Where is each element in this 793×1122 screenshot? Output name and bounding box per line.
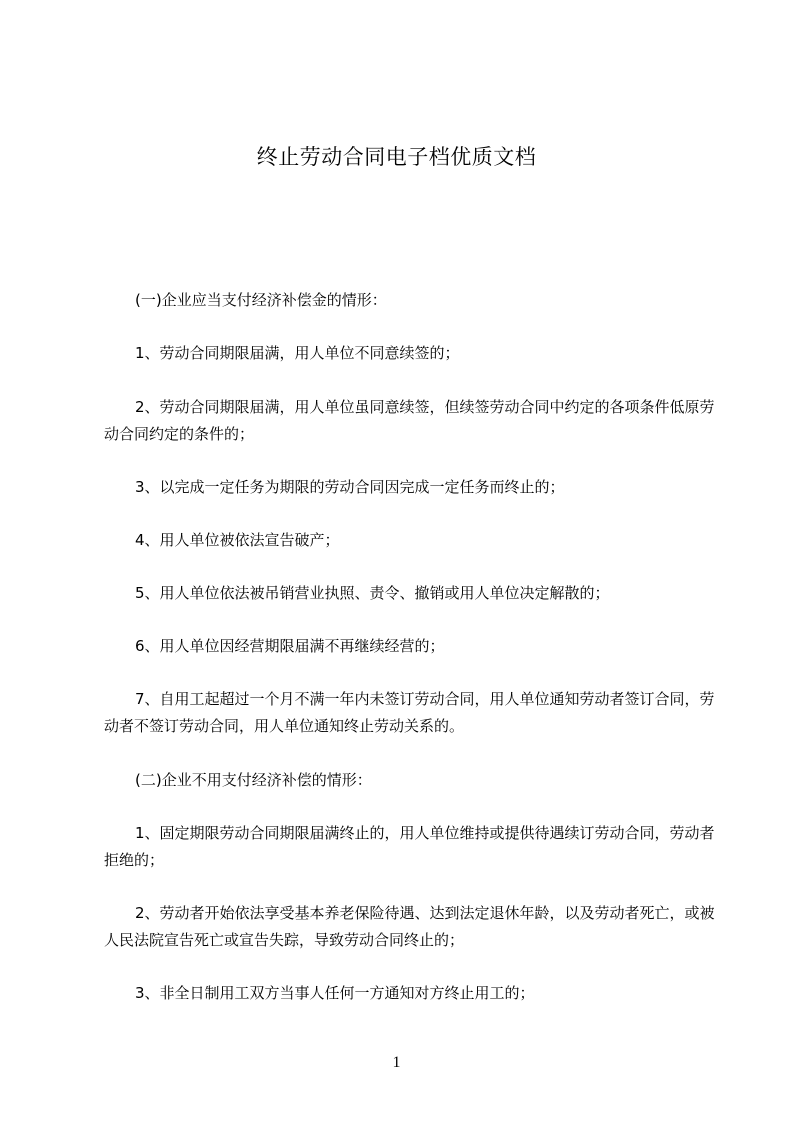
section-heading-1: (一)企业应当支付经济补偿金的情形：: [135, 291, 387, 309]
section-heading-2: (二)企业不用支付经济补偿的情形：: [135, 771, 372, 789]
page-number: 1: [392, 1054, 401, 1071]
paragraph: 2、劳动者开始依法享受基本养老保险待遇、达到法定退休年龄，以及劳动者死亡，或被人民法院宣告死亡或宣告失踪，导致劳动合同终止的；: [104, 904, 715, 949]
paragraph: 5、用人单位依法被吊销营业执照、责令、撤销或用人单位决定解散的；: [135, 584, 610, 602]
paragraph: 2、劳动合同期限届满，用人单位虽同意续签，但续签劳动合同中约定的各项条件低原劳动合同约定的条件的；: [104, 398, 715, 443]
document-title: 终止劳动合同电子档优质文档: [256, 145, 537, 169]
paragraph: 1、固定期限劳动合同期限届满终止的，用人单位维持或提供待遇续订劳动合同，劳动者拒绝的；: [104, 824, 715, 869]
paragraph: 4、用人单位被依法宣告破产；: [135, 531, 340, 549]
paragraph: 7、自用工起超过一个月不满一年内未签订劳动合同，用人单位通知劳动者签订合同，劳动者不签订劳动合同，用人单位通知终止劳动关系的。: [104, 690, 715, 735]
paragraph: 3、非全日制用工双方当事人任何一方通知对方终止用工的；: [135, 984, 535, 1002]
paragraph: 6、用人单位因经营期限届满不再继续经营的；: [135, 637, 445, 655]
paragraph: 3、以完成一定任务为期限的劳动合同因完成一定任务而终止的；: [135, 478, 565, 496]
paragraph: 1、劳动合同期限届满，用人单位不同意续签的；: [135, 344, 460, 362]
